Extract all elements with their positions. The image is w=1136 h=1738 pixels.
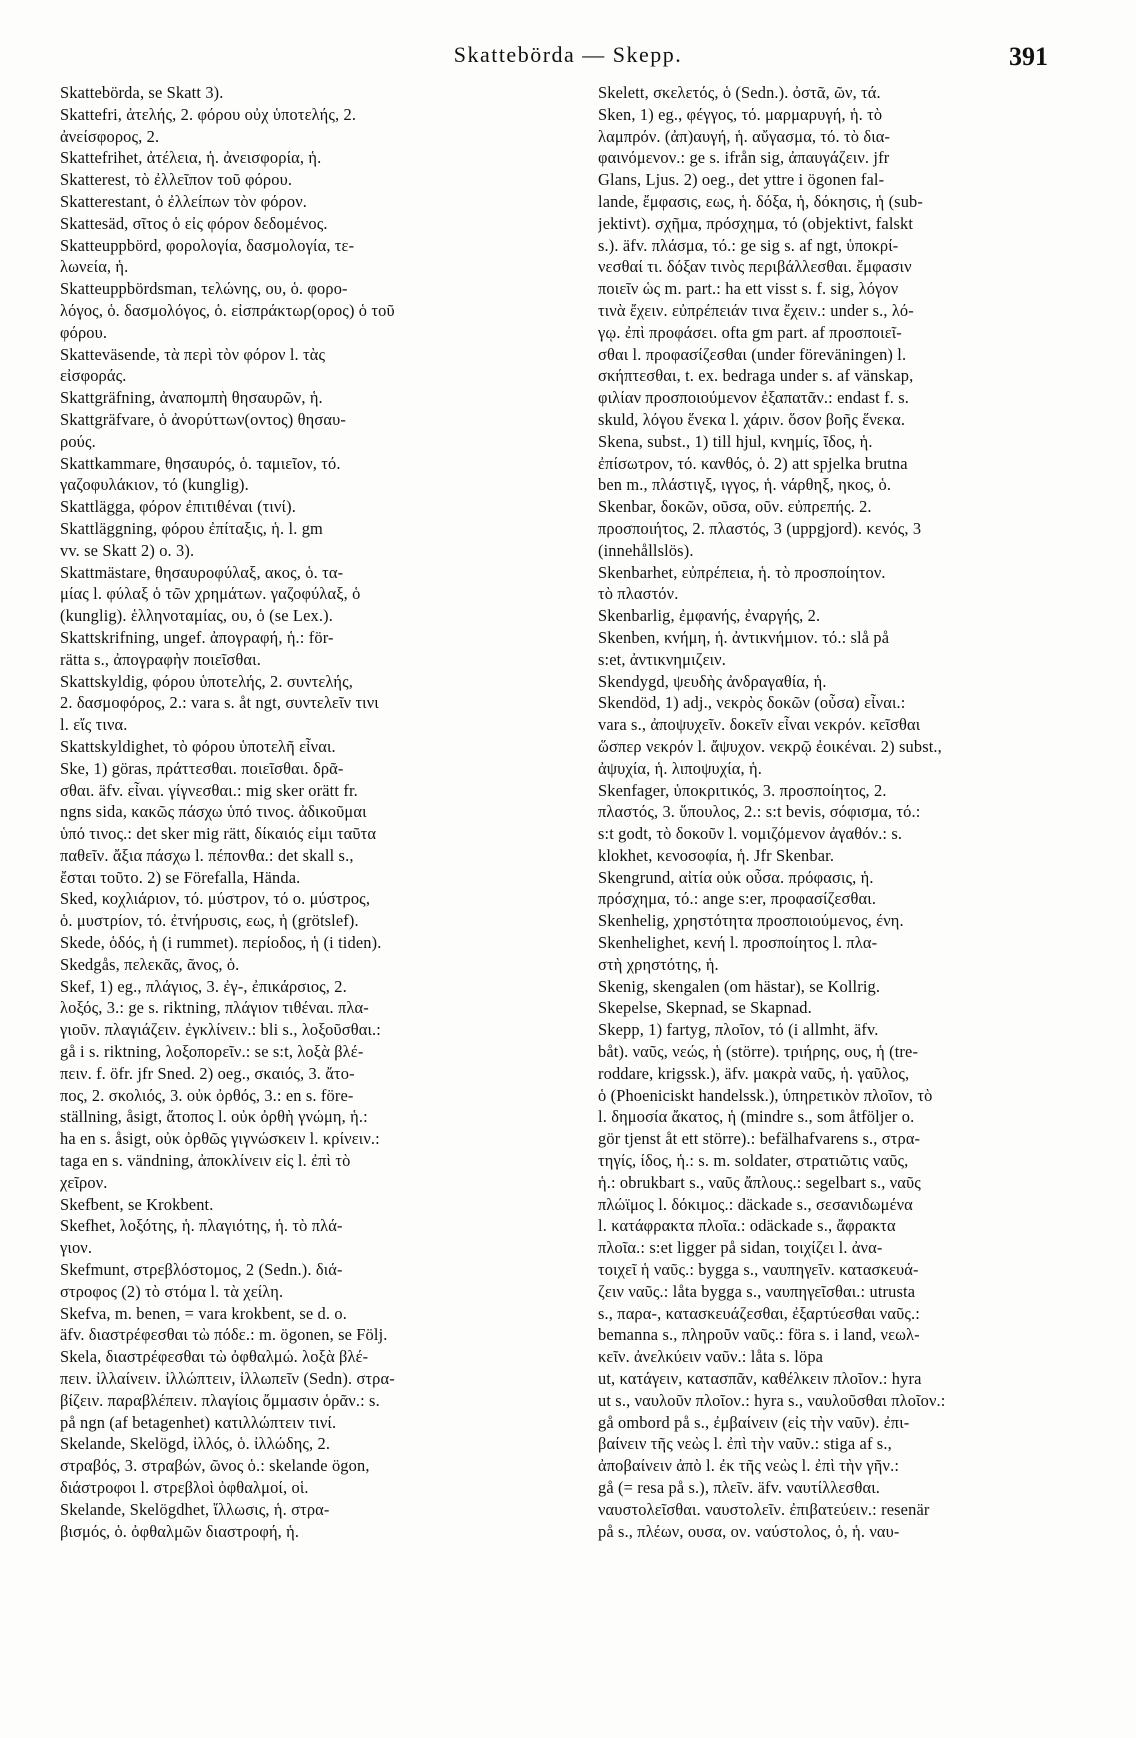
text-line: φόρου. [60, 322, 108, 342]
text-line: ποιεῖν ὡς m. part.: ha ett visst s. f. sig, λόγον [598, 279, 899, 299]
text-line: γαζοφυλάκιον, τό (kunglig). [60, 475, 249, 495]
text-line: βισμός, ὁ. ὀφθαλμῶν διαστροφή, ἡ. [60, 1521, 300, 1541]
text-line: äfv. διαστρέφεσθαι τὼ πόδε.: m. ögonen, se Följ. [60, 1325, 388, 1345]
text-line: Skatterestant, ὁ ἐλλείπων τὸν φόρον. [60, 191, 308, 211]
text-line: Skenbarhet, εὐπρέπεια, ἡ. τὸ προσποίητον. [598, 562, 886, 582]
text-line: Skattläggning, φόρου ἐπίταξις, ἡ. l. gm [60, 518, 323, 538]
text-line: taga en s. vändning, ἀποκλίνειν εἰς l. ἐπὶ τὸ [60, 1151, 351, 1171]
text-line: s:t godt, τὸ δοκοῦν l. νομιζόμενον ἀγαθόν.: s. [598, 824, 903, 844]
right-column [598, 82, 1098, 1542]
text-line: ställning, åsigt, ἄτοπος l. οὐκ ὀρθὴ γνώμη, ἡ.: [60, 1107, 368, 1127]
text-line: l. δημοσία ἄκατος, ἡ (mindre s., som åtföljer o. [598, 1107, 915, 1127]
text-line: Skattskyldig, φόρου ὑποτελής, 2. συντελής, [60, 671, 353, 691]
text-line: Skattgräfvare, ὁ ἀνορύττων(οντος) θησαυ- [60, 409, 346, 429]
text-line: γιον. [60, 1238, 93, 1258]
text-line: Ske, 1) göras, πράττεσθαι. ποιεῖσθαι. δρᾶ- [60, 758, 344, 778]
text-line: ἀνείσφορος, 2. [60, 126, 160, 146]
text-line: Sken, 1) eg., φέγγος, τό. μαρμαρυγή, ἡ. τὸ [598, 104, 883, 124]
text-line: gå (= resa på s.), πλεῖν. äfv. ναυτίλλεσθαι. [598, 1478, 880, 1497]
text-line: Skendygd, ψευδὴς ἀνδραγαθία, ἡ. [598, 671, 827, 691]
text-line: στροφος (2) τὸ στόμα l. τὰ χείλη. [60, 1281, 284, 1301]
text-line: vara s., ἀποψυχεῖν. δοκεῖν εἶναι νεκρόν. κεῖσθαι [598, 715, 921, 735]
text-line: s.). äfv. πλάσμα, τό.: ge sig s. af ngt, ὑποκρί- [598, 235, 899, 255]
text-line: Skelande, Skelögd, ἰλλός, ὁ. ἰλλώδης, 2. [60, 1434, 331, 1454]
text-line: Skena, subst., 1) till hjul, κνημίς, ῖδος, ἡ. [598, 431, 873, 451]
text-line: roddare, krigssk.), äfv. μακρὰ ναῦς, ἡ. γαῦλος, [598, 1063, 910, 1083]
text-line: klokhet, κενοσοφία, ἡ. Jfr Skenbar. [598, 845, 835, 865]
text-line: βίζειν. παραβλέπειν. πλαγίοις ὄμμασιν ὁρᾶν.: s. [60, 1390, 380, 1410]
text-line: Skattesäd, σῖτος ὁ εἰς φόρον δεδομένος. [60, 213, 328, 233]
text-line: s., παρα-, κατασκευάζεσθαι, ἐξαρτύεσθαι ναῦς.: [598, 1303, 920, 1323]
text-line: ζειν ναῦς.: låta bygga s., ναυπηγεῖσθαι.: utrusta [598, 1281, 916, 1301]
text-line: Glans, Ljus. 2) oeg., det yttre i ögonen fal- [598, 170, 885, 190]
text-line: bemanna s., πληροῦν ναῦς.: föra s. i land, νεωλ- [598, 1325, 920, 1345]
text-line: ναυστολεῖσθαι. ναυστολεῖν. ἐπιβατεύειν.: resenär [598, 1499, 930, 1519]
text-line: Skattebörda, se Skatt 3). [60, 83, 224, 102]
text-line: Skattgräfning, ἀναπομπὴ θησαυρῶν, ἡ. [60, 388, 323, 408]
text-line: gör tjenst åt ett större).: befälhafvarens s., στρα- [598, 1129, 921, 1149]
text-line: Skenben, κνήμη, ἡ. ἀντικνήμιον. τό.: slå på [598, 627, 890, 647]
text-line: l. κατάφρακτα πλοῖα.: odäckade s., ἄφρακτα [598, 1216, 896, 1236]
text-line: πλαστός, 3. ὕπουλος, 2.: s:t bevis, σόφισμα, τό.: [598, 802, 921, 822]
text-line: Skatteuppbördsman, τελώνης, ου, ὁ. φορο- [60, 279, 348, 299]
text-line: Skenhelighet, κενή l. προσποίητος l. πλα- [598, 933, 878, 953]
text-line: skuld, λόγου ἕνεκα l. χάριν. ὅσον βοῆς ἕνεκα. [598, 409, 906, 429]
text-line: σθαι. äfv. εἶναι. γίγνεσθαι.: mig sker orätt fr. [60, 780, 358, 800]
text-line: gå i s. riktning, λοξοπορεῖν.: se s:t, λοξὰ βλέ- [60, 1042, 364, 1062]
text-line: Skefbent, se Krokbent. [60, 1194, 214, 1214]
text-line: ἀψυχία, ἡ. λιποψυχία, ἡ. [598, 758, 762, 778]
text-line: ὁ. μυστρίον, τό. ἐτνήρυσις, εως, ἡ (grötslef). [60, 911, 359, 931]
text-line: ρούς. [60, 431, 96, 451]
text-line: Skatteväsende, τὰ περὶ τὸν φόρον l. τὰς [60, 344, 326, 364]
text-line: l. εἴς τινα. [60, 715, 128, 735]
text-line: ha en s. åsigt, οὐκ ὀρθῶς γιγνώσκειν l. κρίνειν.: [60, 1129, 380, 1149]
text-line: Skenbar, δοκῶν, οῦσα, οῦν. εὐπρεπής. 2. [598, 497, 872, 517]
text-line: ngns sida, κακῶς πάσχω ὑπό τινος. ἀδικοῦμαι [60, 802, 367, 822]
text-line: gå ombord på s., ἐμβαίνειν (εἰς τὴν ναῦν). ἐπι- [598, 1412, 910, 1432]
text-line: βαίνειν τῆς νεὼς l. ἐπὶ τὴν ναῦν.: stiga af s., [598, 1434, 892, 1454]
text-line: Skattlägga, φόρον ἐπιτιθέναι (τινί). [60, 497, 296, 517]
text-line: Skattmästare, θησαυροφύλαξ, ακος, ὁ. τα- [60, 562, 344, 582]
text-line: λαμπρόν. (ἀπ)αυγή, ἡ. αὔγασμα, τό. τὸ δια- [598, 126, 891, 146]
text-line: Sked, κοχλιάριον, τό. μύστρον, τό o. μύστρος, [60, 889, 371, 909]
text-line: τηγίς, ίδος, ἡ.: s. m. soldater, στρατιῶτις ναῦς, [598, 1151, 909, 1171]
text-line: φιλίαν προσποιούμενον ἐξαπατᾶν.: endast f. s. [598, 388, 910, 408]
text-line: ut s., ναυλοῦν πλοῖον.: hyra s., ναυλοῦσθαι πλοῖον.: [598, 1390, 946, 1410]
text-line: φαινόμενον.: ge s. ifrån sig, ἀπαυγάζειν. jfr [598, 148, 890, 168]
text-line: πλοῖα.: s:et ligger på sidan, τοιχίζει l. ἀνα- [598, 1238, 883, 1258]
text-line: jektivt). σχῆμα, πρόσχημα, τό (objektivt, falskt [598, 213, 914, 233]
text-line: σθαι l. προφασίζεσθαι (under föreväningen) l. [598, 344, 907, 364]
page-number: 391 [1009, 42, 1048, 71]
text-line: 2. δασμοφόρος, 2.: vara s. åt ngt, συντελεῖν τινι [60, 693, 379, 713]
text-line: γῳ. ἐπὶ προφάσει. ofta gm part. af προσποιεῖ- [598, 322, 902, 342]
text-line: πειν. f. öfr. jfr Sned. 2) oeg., σκαιός, 3. ἄτο- [60, 1063, 355, 1083]
text-line: προσποιήτος, 2. πλαστός, 3 (uppgjord). κενός, 3 [598, 518, 922, 538]
text-line: Skenfager, ὑποκριτικός, 3. προσποίητος, 2. [598, 780, 887, 800]
text-line: Skelett, σκελετός, ὁ (Sedn.). ὀστᾶ, ῶν, τά. [598, 83, 881, 102]
text-line: Skenig, skengalen (om hästar), se Kollrig. [598, 976, 881, 996]
text-line: νεσθαί τι. δόξαν τινὸς περιβάλλεσθαι. ἔμφασιν [598, 257, 912, 277]
text-line: Skepp, 1) fartyg, πλοῖον, τό (i allmht, äfv. [598, 1020, 879, 1040]
text-line: lande, ἔμφασις, εως, ἡ. δόξα, ἡ, δόκησις, ἡ (sub- [598, 191, 924, 211]
text-line: διάστροφοι l. στρεβλοὶ ὀφθαλμοί, οἱ. [60, 1478, 309, 1497]
text-line: vv. se Skatt 2) o. 3). [60, 540, 195, 560]
text-line: εἰσφοράς. [60, 366, 127, 386]
text-line: πλώϊμος l. δόκιμος.: däckade s., σεσανιδωμένα [598, 1194, 913, 1214]
text-line: πειν. ἰλλαίνειν. ἰλλώπτειν, ἰλλωπεῖν (Sedn). στρα- [60, 1369, 395, 1389]
text-line: στὴ χρηστότης, ἡ. [598, 954, 719, 974]
text-line: παθεῖν. ἄξια πάσχω l. πέπονθα.: det skall s., [60, 845, 354, 865]
running-title: Skattebörda — Skepp. [453, 42, 683, 67]
text-line: λωνεία, ἡ. [60, 257, 129, 277]
text-line: ἀποβαίνειν ἀπὸ l. ἐκ τῆς νεὼς l. ἐπὶ τὴν γῆν.: [598, 1456, 900, 1476]
text-line: ὑπό τινος.: det sker mig rätt, δίκαιός εἰμι ταῦτα [60, 824, 377, 844]
text-line: Skattskrifning, ungef. ἀπογραφή, ἡ.: för- [60, 627, 334, 647]
text-line: på ngn (af betagenhet) κατιλλώπτειν τινί. [60, 1412, 337, 1432]
text-line: ut, κατάγειν, κατασπᾶν, καθέλκειν πλοῖον.: hyra [598, 1369, 922, 1389]
text-line: λοξός, 3.: ge s. riktning, πλάγιον τιθέναι. πλα- [60, 998, 369, 1018]
text-line: (kunglig). ἑλληνοταμίας, ου, ὁ (se Lex.). [60, 606, 333, 626]
text-line: Skattskyldighet, τὸ φόρου ὑποτελῆ εἶναι. [60, 736, 336, 756]
text-line: στραβός, 3. στραβών, ῶνος ὁ.: skelande ögon, [60, 1456, 370, 1476]
text-line: Skengrund, αἰτία οὐκ οὖσα. πρόφασις, ἡ. [598, 867, 874, 887]
text-line: ὥσπερ νεκρόν l. ἄψυχον. νεκρῷ ἐοικέναι. 2) subst., [598, 736, 942, 756]
text-line: Skendöd, 1) adj., νεκρὸς δοκῶν (οὖσα) εἶναι.: [598, 693, 906, 713]
text-line: Skefmunt, στρεβλόστομος, 2 (Sedn.). διά- [60, 1260, 343, 1280]
text-line: Skepelse, Skepnad, se Skapnad. [598, 998, 812, 1018]
text-line: πος, 2. σκολιός, 3. οὐκ ὀρθός, 3.: en s. före- [60, 1085, 354, 1105]
text-line: ἡ.: obrukbart s., ναῦς ἄπλους.: segelbart s., ναῦς [598, 1172, 921, 1192]
text-line: τὸ πλαστόν. [598, 584, 679, 604]
text-line: Skattefri, ἀτελής, 2. φόρου οὐχ ὑποτελής, 2. [60, 104, 357, 124]
text-line: σκήπτεσθαι, t. ex. bedraga under s. af vänskap, [598, 366, 914, 386]
text-line: ἔσται τοῦτο. 2) se Förefalla, Hända. [60, 867, 301, 887]
text-line: τοιχεῖ ἡ ναῦς.: bygga s., ναυπηγεῖν. κατασκευά- [598, 1260, 919, 1280]
text-line: μίας l. φύλαξ ὁ τῶν χρημάτων. γαζοφύλαξ, ὁ [60, 584, 361, 604]
text-line: Skela, διαστρέφεσθαι τὼ ὀφθαλμώ. λοξὰ βλέ- [60, 1347, 369, 1367]
text-line: Skattkammare, θησαυρός, ὁ. ταμιεῖον, τό. [60, 453, 341, 473]
text-line: Skenhelig, χρηστότητα προσποιούμενος, ένη. [598, 911, 904, 931]
text-line: Skelande, Skelögdhet, ἴλλωσις, ἡ. στρα- [60, 1499, 330, 1519]
text-line: Skef, 1) eg., πλάγιος, 3. ἐγ-, ἐπικάρσιος, 2. [60, 976, 347, 996]
text-line: Skatterest, τὸ ἐλλεῖπον τοῦ φόρου. [60, 170, 293, 190]
text-line: båt). ναῦς, νεώς, ἡ (större). τριήρης, ους, ἡ (tre- [598, 1042, 919, 1062]
text-line: κεῖν. ἀνελκύειν ναῦν.: låta s. löpa [598, 1347, 824, 1367]
text-line: Skefva, m. benen, = vara krokbent, se d. o. [60, 1303, 347, 1323]
text-line: ben m., πλάστιγξ, ιγγος, ἡ. νάρθηξ, ηκος, ὁ. [598, 475, 892, 495]
text-line: Skenbarlig, ἐμφανής, ἐναργής, 2. [598, 606, 821, 626]
text-line: Skefhet, λοξότης, ἡ. πλαγιότης, ἡ. τὸ πλά- [60, 1216, 343, 1236]
text-line: Skattefrihet, ἀτέλεια, ἡ. ἀνεισφορία, ἡ. [60, 148, 322, 168]
text-line: λόγος, ὁ. δασμολόγος, ὁ. εἰσπράκτωρ(ορος) ὁ τοῦ [60, 300, 395, 320]
text-line: γιοῦν. πλαγιάζειν. ἐγκλίνειν.: bli s., λοξοῦσθαι.: [60, 1020, 381, 1040]
text-line: på s., πλέων, ουσα, ον. ναύστολος, ὁ, ἡ. ναυ- [598, 1521, 900, 1541]
left-column [60, 82, 560, 1542]
text-line: ἐπίσωτρον, τό. κανθός, ὁ. 2) att spjelka brutna [598, 453, 908, 473]
text-line: Skedgås, πελεκᾶς, ᾶνος, ὁ. [60, 954, 240, 974]
text-line: Skede, ὁδός, ἡ (i rummet). περίοδος, ἡ (i tiden). [60, 933, 382, 953]
text-line: πρόσχημα, τό.: ange s:er, προφασίζεσθαι. [598, 889, 877, 909]
text-line: s:et, ἀντικνημιζειν. [598, 649, 726, 669]
text-line: χεῖρον. [60, 1172, 108, 1192]
text-line: τινὰ ἔχειν. εὐπρέπειάν τινα ἔχειν.: under s., λό- [598, 300, 914, 320]
text-line: rätta s., ἀπογραφὴν ποιεῖσθαι. [60, 649, 261, 669]
text-line: (innehållslös). [598, 540, 694, 560]
text-line: Skatteuppbörd, φορολογία, δασμολογία, τε- [60, 235, 355, 255]
text-line: ὁ (Phoeniciskt handelssk.), ὑπηρετικὸν πλοῖον, τὸ [598, 1085, 933, 1105]
